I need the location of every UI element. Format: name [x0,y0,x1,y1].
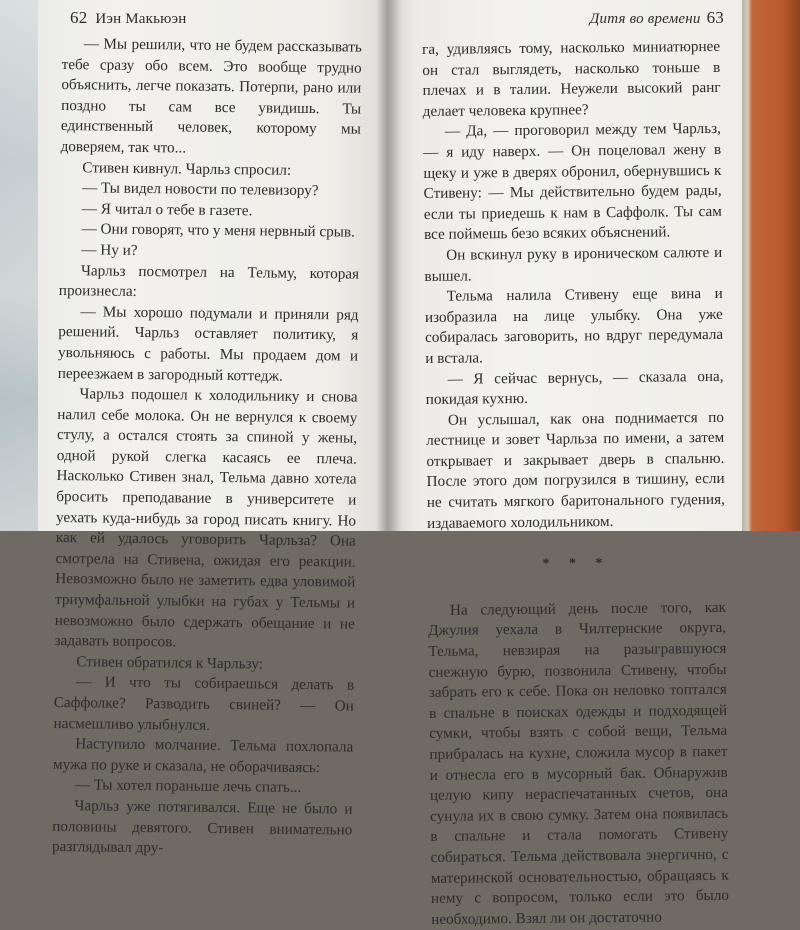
paragraph: — Ты хотел пораньше лечь спать... [74,776,302,797]
paragraph: На следующий день после того, как Джулия уехала в Чилтернские округа, Тельма, невзирая на разыгравшуюся снежную бурю, позвонила Стивену, чтобы забрать его к себе. Пока он неловко топтался в спальне в поисках одежды и подходящей сумки, чтобы взять с собой вещи, Тельма прибралась на кухне, сложила мусор в пакет и отнесла его в мусорный бак. Обнаружив целую кипу нераспечатанных счетов, она сунула их в свою сумку. Затем она появилась в спальне и стала помогать Стивену собираться. Тельма действовала энергично, с материнской основательностью, обращаясь к нему с вопросом, только если это было необходимо. Взял ли он достаточно [428,598,730,928]
right-page-header [590,8,724,28]
paragraph: Чарльз подошел к холодильнику и снова налил себе молока. Он не вернулся к своему стулу, а остался стоять за спиной у жены, одной рукой слегка касаясь ее плеча. Насколько Стивен знал, Тельма давно хотела бросить преподавание в университете и уехать куда-нибудь за город писать книгу. Но как ей удалось уговорить Чарльза? Она смотрела на Стивена, ожидая его реакции. Невозможно было не заметить едва уловимой триумфальной улыбки на губах у Тельмы и невозможно было сдержать обещание и не задавать вопросов. [54,385,358,651]
right-running-head: Дитя во времени [589,11,701,27]
paragraph: — Ну и? [81,241,138,259]
paragraph: — Ты видел новости по телевизору? [82,179,319,200]
continuation-paragraph: га, удивляясь тому, насколько миниатюрнее он стал выглядеть, насколько тоньше в плечах и в талии. Неужели высокий ранг делает человека крупнее? [422,37,721,120]
paragraph: — И что ты собираешься делать в Саффолке? Разводить свиней? — Он насмешливо улыбнулся. [53,673,355,734]
right-page-number: 63 [706,8,724,27]
paragraph: Тельма налила Стивену еще вина и изобразила на лице улыбку. Она уже собиралась заговорить, но вдруг передумала и встала. [424,284,724,367]
paragraph: Стивен кивнул. Чарльз спросил: [82,158,292,179]
paragraph: — Мы решили, что не будем рассказывать тебе сразу обо всем. Это вообще трудно объяснить, легче показать. Потерпи, рано или поздно ты сам все увидишь. Ты единственный человек, которому мы доверяем, так что... [60,35,362,157]
paragraph: Чарльз уже потягивался. Еще не было и половины девятого. Стивен внимательно разглядывал дру- [51,797,353,857]
book-spine [376,0,402,531]
paragraph: — Мы хорошо подумали и приняли ряд решений. Чарльз оставляет политику, я увольняюсь с работы. Мы продаем дом и переезжаем в загородный коттедж. [57,302,359,385]
left-running-head: Иэн Макьюэн [95,11,187,27]
section-break: * * * [542,556,611,573]
paragraph: Чарльз посмотрел на Тельму, которая произнесла: [58,261,360,301]
paragraph: Наступило молчание. Тельма похлопала мужа по руке и сказала, не оборачиваясь: [52,735,354,776]
left-page-number: 62 [70,8,88,27]
right-page-text [422,37,729,930]
right-page [390,0,742,928]
paragraph: Стивен обратился к Чарльзу: [76,653,263,673]
left-page-header [70,8,186,28]
left-page [0,0,390,857]
paragraph: — Я читал о тебе в газете. [81,200,253,220]
paragraph: Он услышал, как она поднимается по лестнице и зовет Чарльза по имени, а затем открывает и закрывает дверь в спальню. После этого дом погрузился в тишину, если не считать мягкого баритонального гудения, издаваемого холодильником. [426,408,725,532]
book-cover-edge [742,0,800,531]
paragraph: — Они говорят, что у меня нервный срыв. [81,220,355,241]
paragraph: — Я сейчас вернусь, — сказала она, покидая кухню. [425,367,724,409]
background-photo-edge [0,0,38,531]
left-page-text [52,34,362,861]
paragraph: — Да, — проговорил между тем Чарльз, — я иду наверх. — Он поцеловал жену в щеку и уже в дверях обронил, обернувшись к Стивену: — Мы действительно будем рады, если ты приедешь к нам в Саффолк. Ты сам все поймешь безо всяких объяснений. [423,120,722,244]
paragraph: Он вскинул руку в ироническом салюте и вышел. [424,243,723,285]
